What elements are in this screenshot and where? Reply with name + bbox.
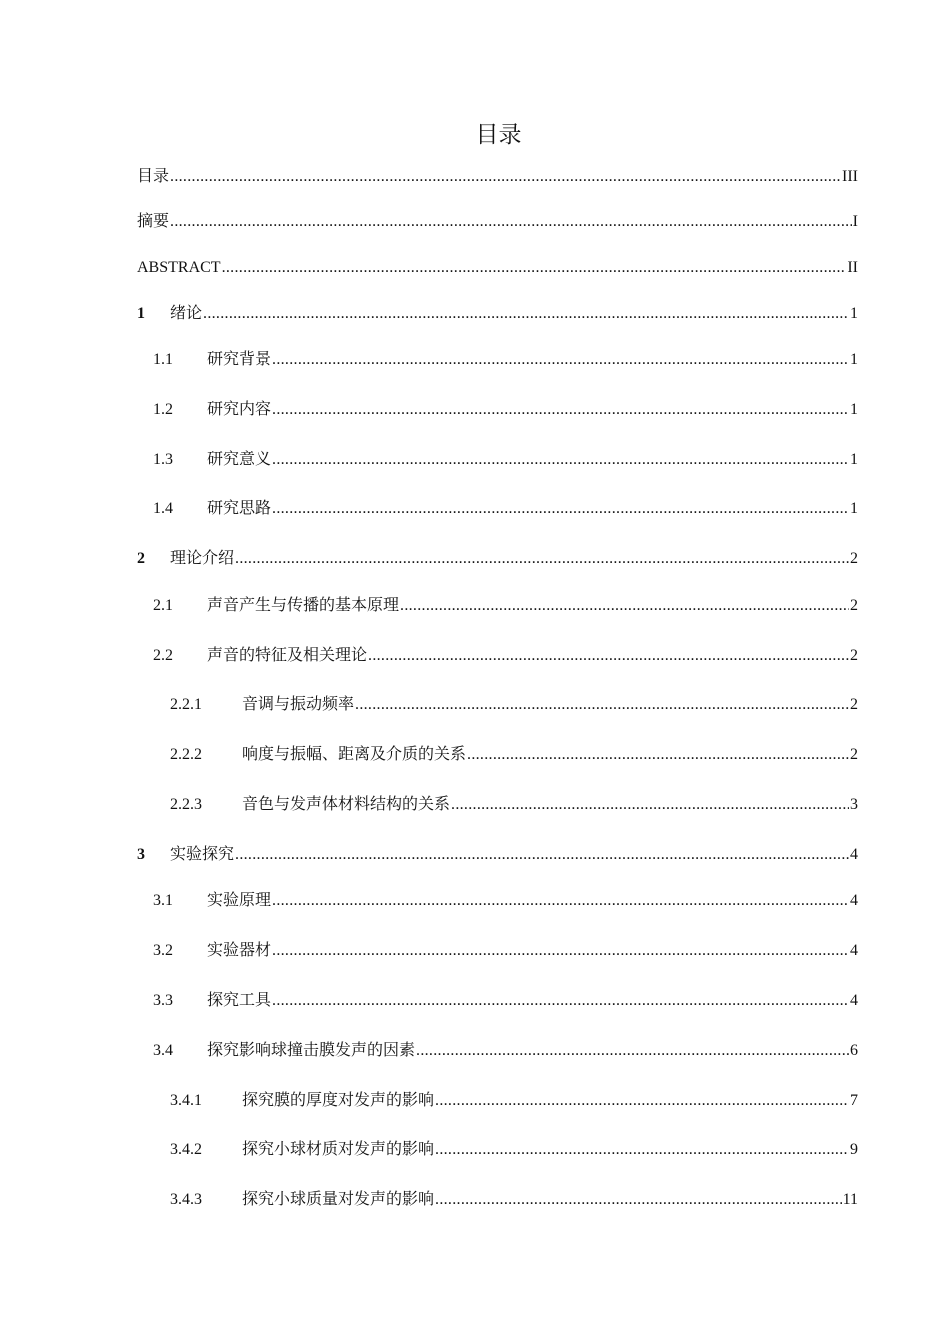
toc-entry-title: 实验原理 xyxy=(207,892,272,909)
toc-entry[interactable] xyxy=(137,399,858,421)
dot-leader xyxy=(416,1040,849,1062)
toc-entry-number: 3.4 xyxy=(153,1042,173,1059)
toc-entry-number: 2.2.2 xyxy=(170,746,202,763)
toc-entry-page: 2 xyxy=(850,746,858,763)
toc-entry-title: ABSTRACT xyxy=(137,259,221,276)
toc-entry-title: 声音产生与传播的基本原理 xyxy=(207,597,400,614)
dot-leader xyxy=(272,449,849,471)
toc-entry[interactable] xyxy=(137,694,858,716)
dot-leader xyxy=(272,890,849,912)
toc-entry-page: 9 xyxy=(850,1141,858,1158)
dot-leader xyxy=(170,166,841,188)
toc-entry[interactable] xyxy=(137,645,858,667)
toc-entry-page: I xyxy=(852,213,858,230)
toc-entry-page: 2 xyxy=(850,597,858,614)
toc-entry-title: 研究内容 xyxy=(207,401,272,418)
toc-entry[interactable] xyxy=(137,349,858,371)
dot-leader xyxy=(368,645,849,667)
toc-entry-page: 1 xyxy=(850,305,858,322)
toc-entry-number: 2.2.1 xyxy=(170,696,202,713)
dot-leader xyxy=(203,303,849,325)
toc-entry[interactable] xyxy=(137,595,858,617)
toc-entry-number: 3.4.1 xyxy=(170,1092,202,1109)
toc-entry[interactable] xyxy=(137,1189,858,1211)
toc-entry-number: 3.2 xyxy=(153,942,173,959)
toc-entry[interactable] xyxy=(137,548,858,570)
toc-entry-number: 3.3 xyxy=(153,992,173,1009)
toc-entry-page: 4 xyxy=(850,942,858,959)
toc-entry-title: 探究小球材质对发声的影响 xyxy=(242,1141,435,1158)
toc-entry[interactable] xyxy=(137,257,858,279)
toc-entry-number: 2.2.3 xyxy=(170,796,202,813)
toc-entry[interactable] xyxy=(137,166,858,188)
toc-entry[interactable] xyxy=(137,303,858,325)
toc-entry-page: II xyxy=(847,259,858,276)
page-title: 目录 xyxy=(475,122,522,148)
toc-entry-title: 音色与发声体材料结构的关系 xyxy=(242,796,451,813)
toc-entry-number: 3.4.2 xyxy=(170,1141,202,1158)
toc-entry[interactable] xyxy=(137,940,858,962)
toc-entry-title: 实验探究 xyxy=(170,846,235,863)
toc-entry-page: 2 xyxy=(850,550,858,567)
toc-entry-page: 1 xyxy=(850,451,858,468)
toc-entry-page: 2 xyxy=(850,696,858,713)
toc-entry[interactable] xyxy=(137,211,858,233)
toc-entry-page: 11 xyxy=(842,1191,858,1208)
toc-entry-page: 7 xyxy=(850,1092,858,1109)
toc-entry[interactable] xyxy=(137,449,858,471)
dot-leader xyxy=(235,548,849,570)
dot-leader xyxy=(355,694,849,716)
toc-entry-number: 2.1 xyxy=(153,597,173,614)
dot-leader xyxy=(435,1139,849,1161)
toc-entry-number: 1.2 xyxy=(153,401,173,418)
toc-entry[interactable] xyxy=(137,1139,858,1161)
toc-entry-number: 2.2 xyxy=(153,647,173,664)
dot-leader xyxy=(170,211,852,233)
toc-entry-number: 1.4 xyxy=(153,500,173,517)
dot-leader xyxy=(222,257,847,279)
toc-entry-page: 1 xyxy=(850,500,858,517)
toc-entry-number: 1 xyxy=(137,305,145,322)
dot-leader xyxy=(272,399,849,421)
dot-leader xyxy=(272,940,849,962)
toc-entry-page: 4 xyxy=(850,992,858,1009)
toc-entry[interactable] xyxy=(137,744,858,766)
toc-entry-title: 研究思路 xyxy=(207,500,272,517)
toc-entry-page: 2 xyxy=(850,647,858,664)
toc-entry-number: 3.4.3 xyxy=(170,1191,202,1208)
toc-entry-title: 实验器材 xyxy=(207,942,272,959)
toc-entry-number: 3.1 xyxy=(153,892,173,909)
toc-entry[interactable] xyxy=(137,844,858,866)
toc-entry-page: 6 xyxy=(850,1042,858,1059)
dot-leader xyxy=(235,844,849,866)
toc-entry-title: 探究影响球撞击膜发声的因素 xyxy=(207,1042,416,1059)
dot-leader xyxy=(435,1090,849,1112)
toc-entry-title: 理论介绍 xyxy=(170,550,235,567)
dot-leader xyxy=(272,498,849,520)
toc-entry-title: 音调与振动频率 xyxy=(242,696,355,713)
toc-entry[interactable] xyxy=(137,498,858,520)
toc-entry-number: 2 xyxy=(137,550,145,567)
toc-entry[interactable] xyxy=(137,794,858,816)
toc-entry-page: 3 xyxy=(850,796,858,813)
toc-entry[interactable] xyxy=(137,1040,858,1062)
dot-leader xyxy=(272,990,849,1012)
dot-leader xyxy=(272,349,849,371)
toc-entry-title: 研究背景 xyxy=(207,351,272,368)
toc-entry-title: 摘要 xyxy=(137,213,170,230)
toc-entry-title: 探究膜的厚度对发声的影响 xyxy=(242,1092,435,1109)
toc-entry-title: 探究小球质量对发声的影响 xyxy=(242,1191,435,1208)
toc-entry-page: 1 xyxy=(850,351,858,368)
toc-entry[interactable] xyxy=(137,890,858,912)
dot-leader xyxy=(451,794,849,816)
dot-leader xyxy=(400,595,849,617)
toc-entry-title: 声音的特征及相关理论 xyxy=(207,647,368,664)
toc-entry-title: 响度与振幅、距离及介质的关系 xyxy=(242,746,467,763)
dot-leader xyxy=(435,1189,842,1211)
toc-entry-page: 1 xyxy=(850,401,858,418)
toc-entry-title: 探究工具 xyxy=(207,992,272,1009)
toc-entry-number: 3 xyxy=(137,846,145,863)
toc-entry-number: 1.3 xyxy=(153,451,173,468)
toc-entry-title: 研究意义 xyxy=(207,451,272,468)
toc-entry-title: 目录 xyxy=(137,168,170,185)
toc-entry[interactable] xyxy=(137,1090,858,1112)
toc-entry[interactable] xyxy=(137,990,858,1012)
toc-entry-page: III xyxy=(842,168,858,185)
toc-entry-page: 4 xyxy=(850,892,858,909)
toc-entry-title: 绪论 xyxy=(170,305,203,322)
toc-entry-page: 4 xyxy=(850,846,858,863)
toc-entry-number: 1.1 xyxy=(153,351,173,368)
dot-leader xyxy=(467,744,849,766)
